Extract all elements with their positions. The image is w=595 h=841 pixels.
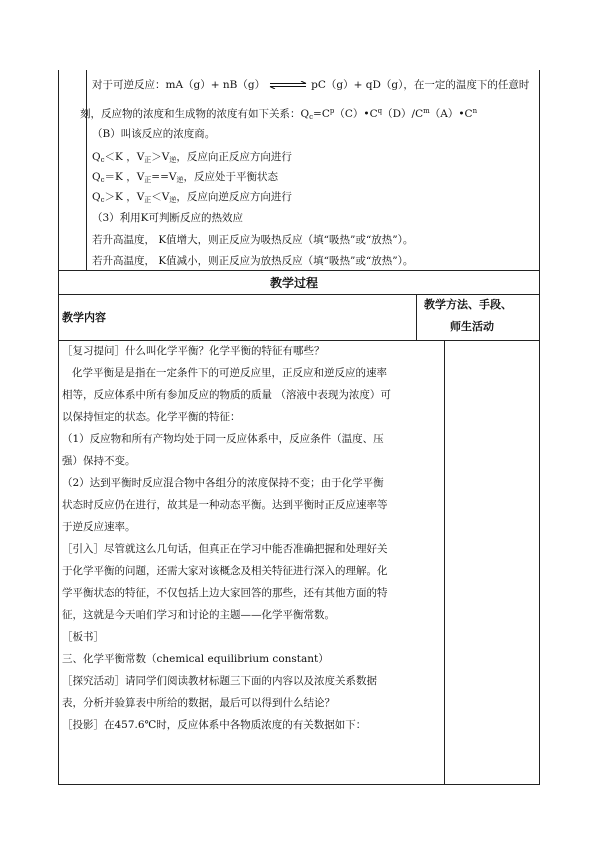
quotient-text: 刻，反应物的浓度和生成物的浓度有如下关系：Q [80,108,310,120]
body-line: ［板书］ [62,631,104,643]
sup-q: q [377,107,383,115]
cond-sub: c [100,176,105,184]
cond-result: ，反应处于平衡状态 [183,171,278,183]
reaction-lhs: 对于可逆反应：mA（g）+ nB（g） [92,79,266,91]
cond-rev: 逆 [169,156,177,164]
section-title: 教学过程 [270,276,319,290]
rule-top-section-bottom [58,270,540,271]
reaction-line [92,78,529,92]
cond-k: ＝K ，V [104,171,145,183]
body-line: 于化学平衡的问题，还需大家对该概念及相关特征进行深入的理解。化 [62,565,388,577]
sup-n: n [472,107,478,115]
cond-result: ，反应向正反应方向进行 [176,151,292,163]
body-line: （1）反应物和所有产物均处于同一反应体系中，反应条件（温度、压 [62,433,384,445]
body-line: 表，分析并验算表中所给的数据，最后可以得到什么结论？ [62,697,335,709]
reaction-rhs: pC（g）+ qD（g），在一定的温度下的任意时 [311,79,530,91]
q-c: （C）•C [334,108,378,120]
rule-title-bottom [58,294,540,295]
content-column-header: 教学内容 [62,311,106,324]
body-line: ［复习提问］什么叫化学平衡？化学平衡的特征有哪些？ [62,345,325,357]
q-eq: =C [313,108,330,120]
body-line: ［探究活动］请同学们阅读教材标题三下面的内容以及浓度关系数据 [62,675,377,687]
body-line: 征，这就是今天咱们学习和讨论的主题——化学平衡常数。 [62,609,335,621]
body-line: 状态时反应仍在进行，故其是一种动态平衡。达到平衡时正反应速率等 [62,499,388,511]
body-line: 于逆反应速率。 [62,521,136,533]
method-column-header-2: 师生活动 [450,320,494,333]
body-line: 三、化学平衡常数（chemical equilibrium constant） [62,653,329,665]
quotient-desc: （B）叫该反应的浓度商。 [92,128,216,140]
cond-k: ＞K ，V [104,191,145,203]
cond-v: ＜V [151,191,170,203]
cond-v: ==V [151,171,177,183]
cond-v: ＞V [151,151,170,163]
cond-rev: 逆 [176,176,184,184]
rule-table-bottom [58,784,540,785]
quotient-line [80,104,477,124]
border-top-left-col [58,70,59,270]
cond-q: Q [92,191,101,203]
border-inner-left-col [86,70,87,270]
body-line: 以保持恒定的状态。化学平衡的特征： [62,411,241,423]
equilibrium-arrow-icon [268,81,308,89]
rule-header-bottom [58,340,540,341]
border-left [58,270,59,784]
body-line: 相等，反应体系中所有参加反应的物质的质量 （溶液中表现为浓度）可 [62,389,391,401]
heat-effect-decrease: 若升高温度， K值减小，则正反应为放热反应（填“吸热”或“放热”）。 [92,255,414,267]
body-line: 化学平衡是是指在一定条件下的可逆反应里，正反应和逆反应的速率 [72,367,387,379]
cond-rev: 逆 [169,196,177,204]
body-line: ［投影］在457.6℃时，反应体系中各物质浓度的有关数据如下： [62,719,367,731]
body-line: 学平衡状态的特征，不仅包括上边大家回答的那些，还有其他方面的特 [62,587,388,599]
body-line: ［引入］尽管就这么几句话，但真正在学习中能否准确把握和处理好关 [62,543,388,555]
q-a: （A）•C [429,108,473,120]
cond-q: Q [92,151,101,163]
rule-header-divider [416,294,417,340]
q-d: （D）/C [382,108,424,120]
cond-fwd: 正 [144,176,152,184]
cond-q: Q [92,171,101,183]
q-subscript: c [309,113,314,121]
cond-fwd: 正 [144,196,152,204]
condition-greater [92,190,292,207]
cond-fwd: 正 [144,156,152,164]
condition-less [92,150,292,167]
condition-equal [92,170,278,187]
body-line: 强）保持不变。 [62,455,136,467]
cond-sub: c [100,196,105,204]
cond-sub: c [100,156,105,164]
method-column-header-1: 教学方法、手段、 [424,298,512,311]
cond-k: ＜K ，V [104,151,145,163]
cond-result: ，反应向逆反应方向进行 [176,191,292,203]
sup-m: m [423,107,430,115]
border-right [539,70,540,784]
heat-effect-increase: 若升高温度， K值增大，则正反应为吸热反应（填“吸热”或“放热”）。 [92,234,414,246]
sup-p: p [329,107,335,115]
rule-body-divider [444,340,445,784]
item-3-heading: （3）利用K可判断反应的热效应 [92,212,244,224]
body-line: （2）达到平衡时反应混合物中各组分的浓度保持不变；由于化学平衡 [62,477,384,489]
